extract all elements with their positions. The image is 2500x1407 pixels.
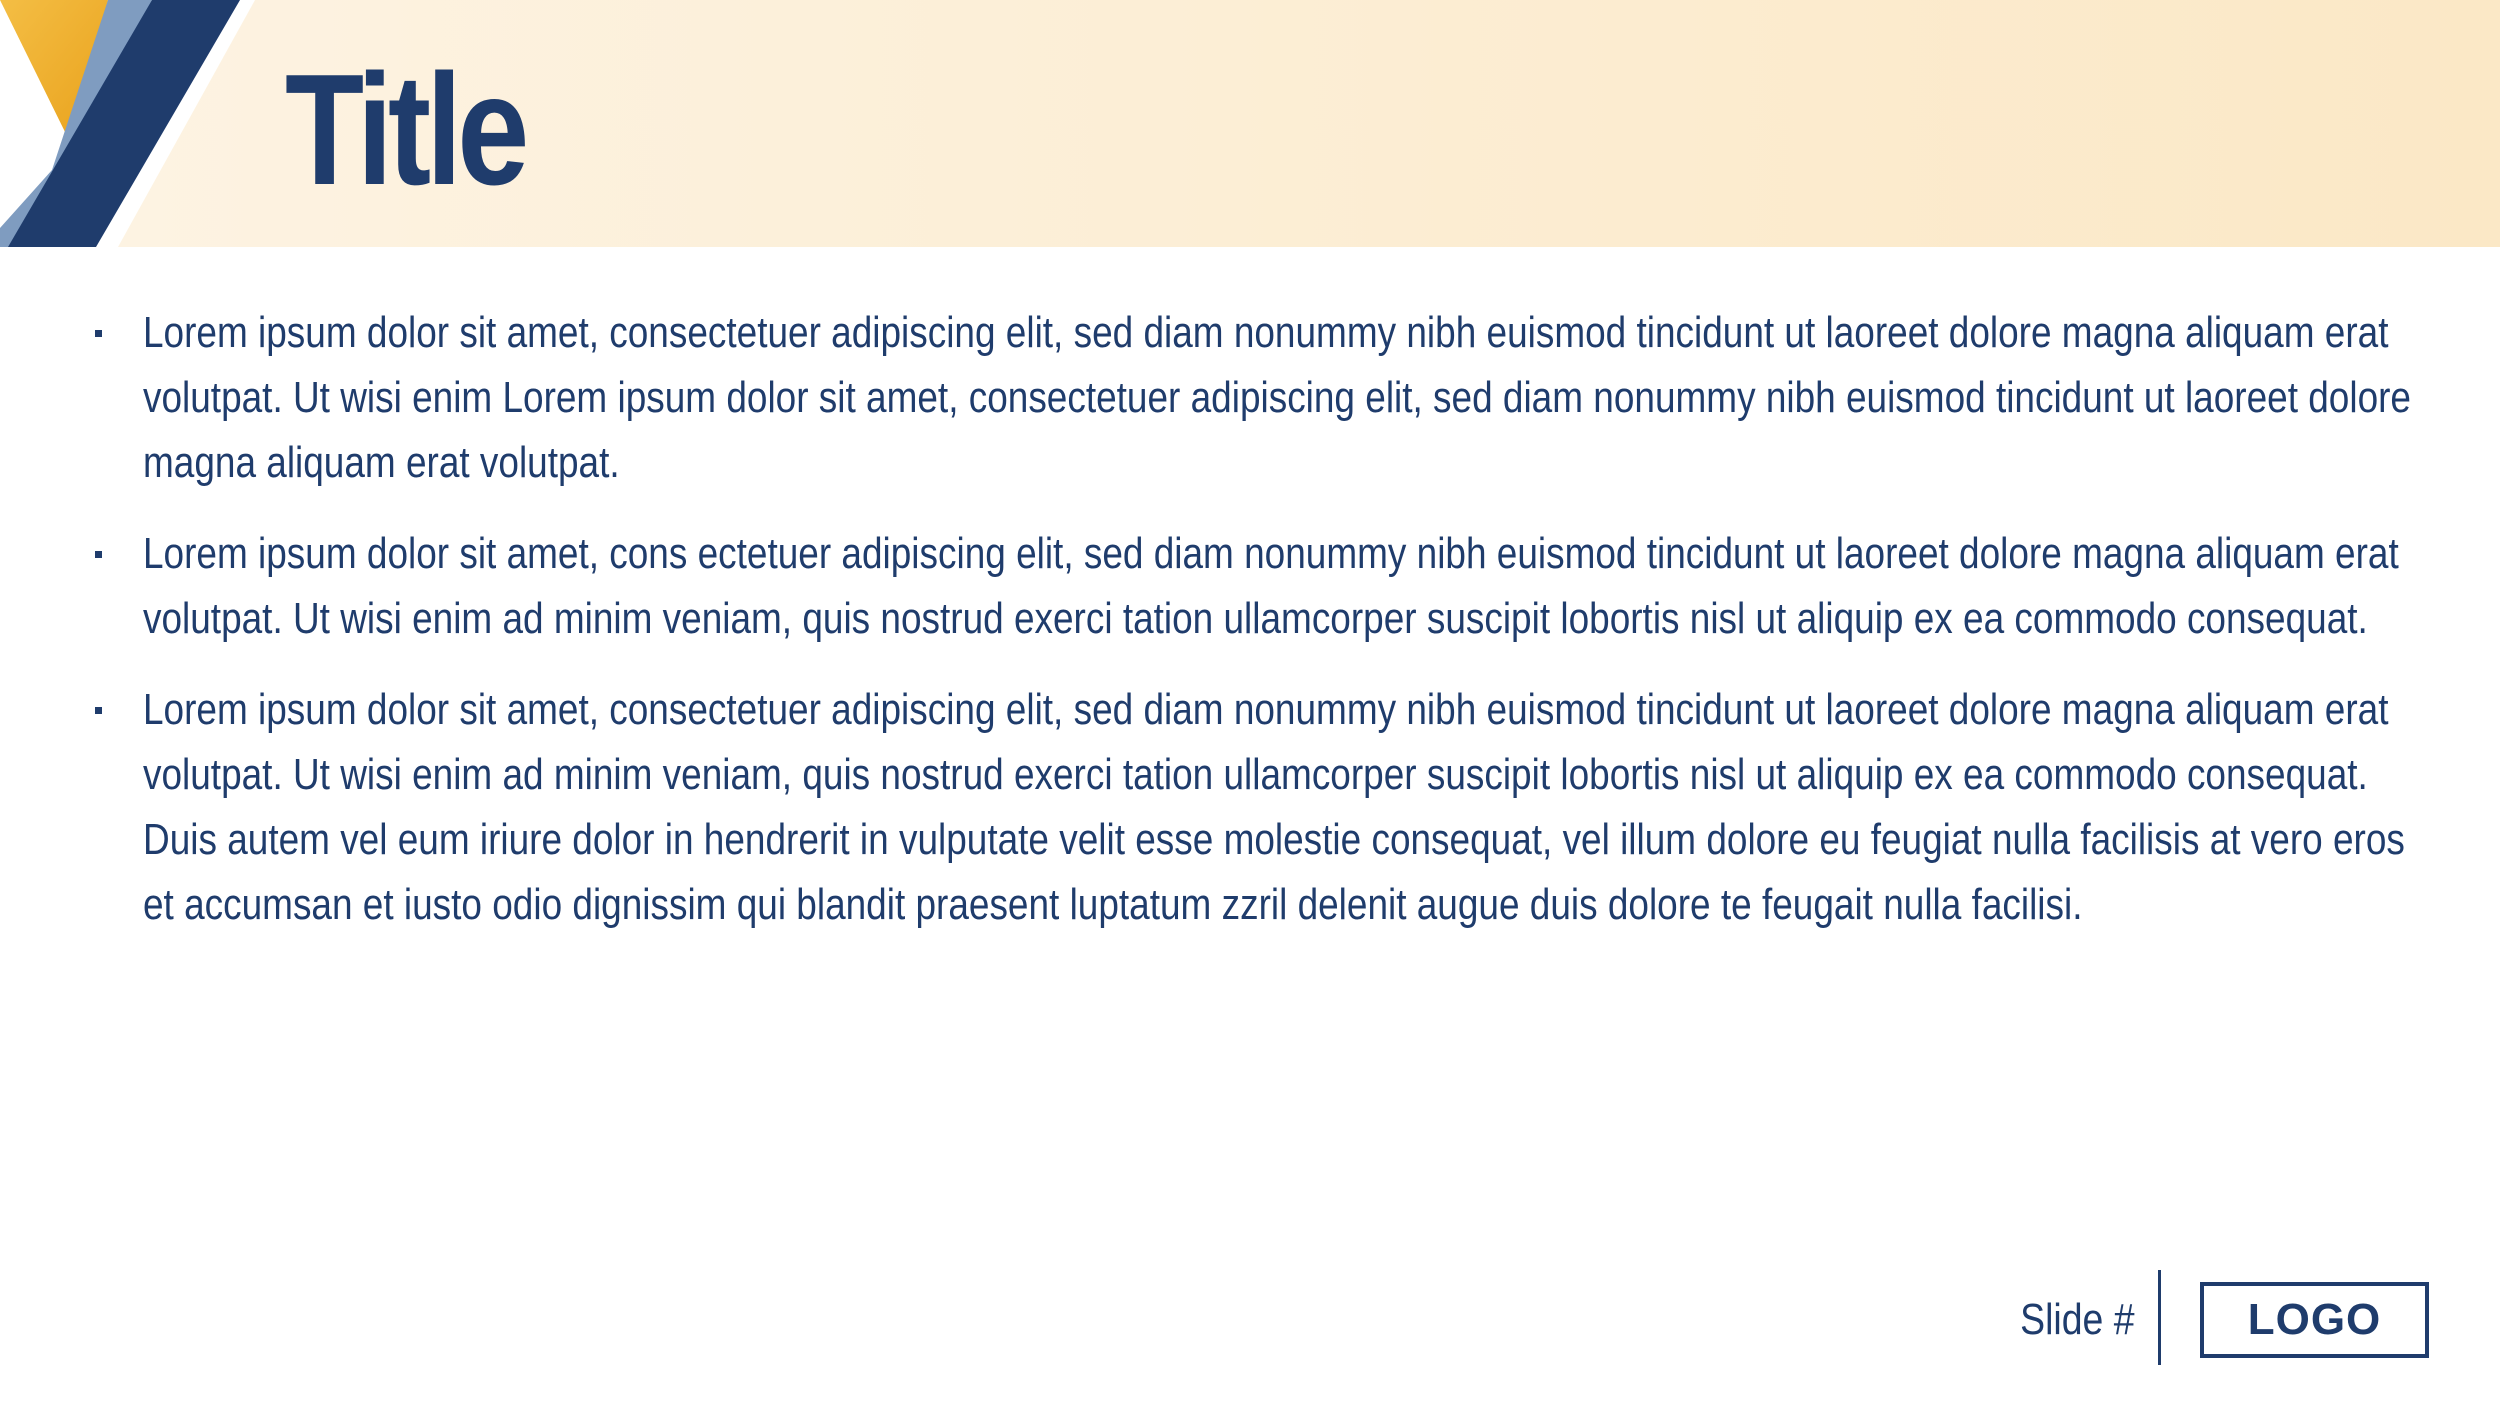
bullet-item[interactable] <box>95 677 2425 937</box>
content-area <box>95 300 2425 963</box>
square-bullet-icon <box>95 707 102 714</box>
logo <box>2200 1282 2429 1358</box>
bullet-text: Lorem ipsum dolor sit amet, consectetuer adipiscing elit, sed diam nonummy nibh euismod tincidunt ut laoreet dolore magna aliquam erat volutpat. Ut wisi enim ad minim veniam, quis nostrud exerci tation ullamcorper suscipit lobortis nisl ut aliquip ex ea commodo consequat. Duis autem vel eum iriure dolor in hendrerit in vulputate velit esse molestie consequat, vel illum dolore eu feugiat nulla facilisis at vero eros et accumsan et iusto odio dignissim qui blandit praesent luptatum zzril delenit augue duis dolore te feugait nulla facilisi. <box>143 685 2405 929</box>
footer-divider <box>2158 1270 2161 1365</box>
bullet-text: Lorem ipsum dolor sit amet, cons ectetuer adipiscing elit, sed diam nonummy nibh euismod tincidunt ut laoreet dolore magna aliquam erat volutpat. Ut wisi enim ad minim veniam, quis nostrud exerci tation ullamcorper suscipit lobortis nisl ut aliquip ex ea commodo consequat. <box>143 529 2399 643</box>
logo-text: LOGO <box>2247 1295 2382 1344</box>
slide-title[interactable]: Title <box>285 42 525 218</box>
bullet-text: Lorem ipsum dolor sit amet, consectetuer adipiscing elit, sed diam nonummy nibh euismod tincidunt ut laoreet dolore magna aliquam erat volutpat. Ut wisi enim Lorem ipsum dolor sit amet, consectetuer adipiscing elit, sed diam nonummy nibh euismod tincidunt ut laoreet dolore magna aliquam erat volutpat. <box>143 308 2411 487</box>
bullet-list <box>95 300 2425 937</box>
bullet-item[interactable] <box>95 521 2425 651</box>
header-band <box>0 0 2500 247</box>
square-bullet-icon <box>95 330 102 337</box>
square-bullet-icon <box>95 551 102 558</box>
slide-number: Slide # <box>2020 1295 2135 1344</box>
bullet-item[interactable] <box>95 300 2425 495</box>
